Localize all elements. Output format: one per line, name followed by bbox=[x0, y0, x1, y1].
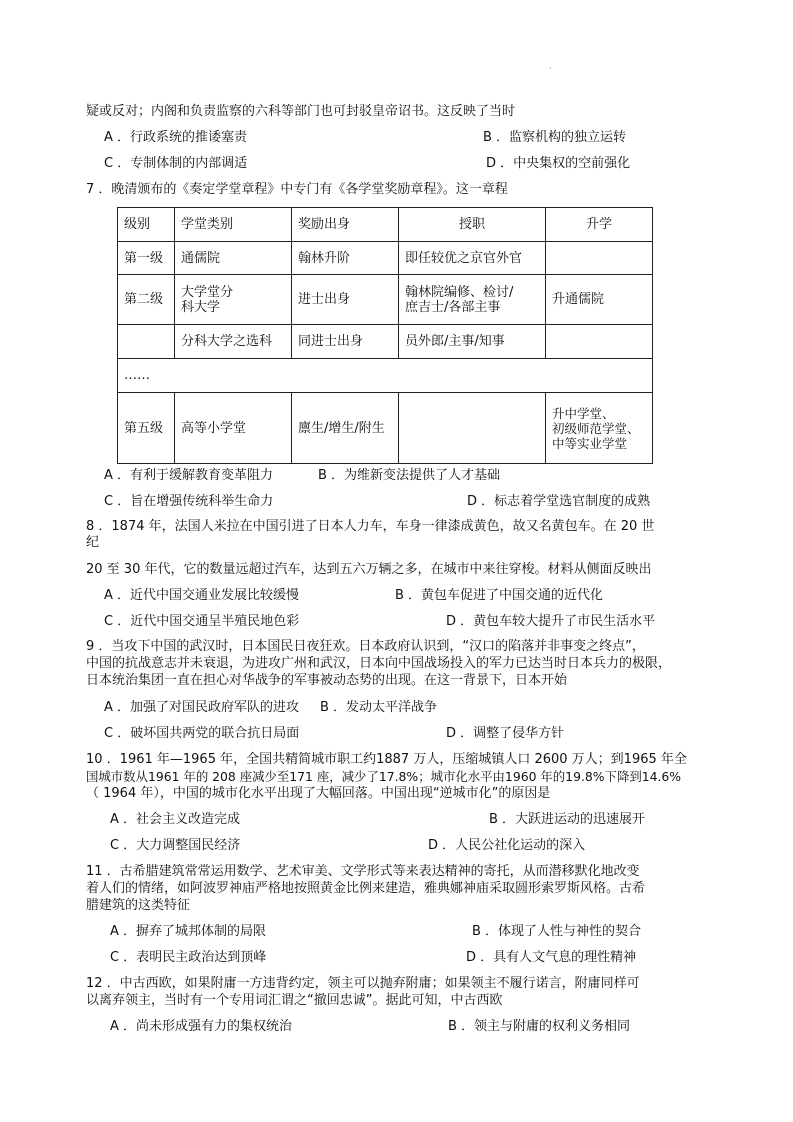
table-cell: 第二级 bbox=[118, 275, 175, 325]
q10-line-3: （ 1964 年），中国的城市化水平出现了大幅回落。中国出现“逆城市化”的原因是 bbox=[86, 786, 551, 801]
q10-option-d: D ．人民公社化运动的深入 bbox=[428, 838, 586, 853]
table-row bbox=[118, 275, 653, 325]
q9-line-3: 日本统治集团一直在担心对华战争的军事被动态势的出现。在这一背景下，日本开始 bbox=[86, 673, 568, 688]
q7-option-a: A ．有利于缓解教育变革阻力 bbox=[104, 468, 274, 483]
table-header: 奖励出身 bbox=[292, 208, 399, 242]
q8-line-2: 纪 bbox=[86, 535, 100, 550]
table-cell: 翰林升阶 bbox=[292, 242, 399, 275]
q11-option-a: A ．摒弃了城邦体制的局限 bbox=[110, 924, 267, 939]
reward-table bbox=[117, 207, 653, 464]
q11-option-c: C ．表明民主政治达到顶峰 bbox=[110, 950, 267, 965]
table-row bbox=[118, 359, 653, 393]
table-cell: 第一级 bbox=[118, 242, 175, 275]
q12-line-2: 以离弃领主，当时有一个专用词汇谓之“撤回忠诚”。据此可知，中古西欧 bbox=[86, 993, 503, 1008]
q11-line-2: 着人们的情绪，如阿波罗神庙严格地按照黄金比例来建造，雅典娜神庙采取圆形索罗斯风格。古希 bbox=[86, 881, 646, 896]
table-cell: 即任较优之京官外官 bbox=[399, 242, 546, 275]
q8-line-3: 20 至 30 年代，它的数量远超过汽车，达到五六万辆之多，在城市中来往穿梭。材料从侧面反映出 bbox=[86, 562, 652, 577]
q9-option-a: A ．加强了对国民政府军队的进攻 bbox=[104, 700, 300, 715]
q10-line-2: 国城市数从1961 年的 208 座减少至171 座，减少了17.8%；城市化水平由1960 年的19.8%下降到14.6% bbox=[86, 769, 682, 784]
table-header: 学堂类别 bbox=[175, 208, 292, 242]
q11-line-3: 腊建筑的这类特征 bbox=[86, 898, 191, 913]
table-cell bbox=[546, 242, 653, 275]
q8-option-b: B ．黄包车促进了中国交通的近代化 bbox=[395, 588, 604, 603]
q6-option-b: B ．监察机构的独立运转 bbox=[483, 130, 627, 145]
table-row bbox=[118, 242, 653, 275]
q6-stem: 疑或反对；内阁和负责监察的六科等部门也可封驳皇帝诏书。这反映了当时 bbox=[86, 104, 516, 119]
q9-option-d: D ．调整了侵华方针 bbox=[446, 726, 565, 741]
q6-option-d: D ．中央集权的空前强化 bbox=[486, 156, 631, 171]
table-row bbox=[118, 325, 653, 359]
table-cell: 廪生/增生/附生 bbox=[292, 393, 399, 464]
header-mark: · bbox=[549, 64, 552, 73]
q12-option-b: B ．领主与附庸的权利义务相同 bbox=[448, 1019, 631, 1034]
q9-line-2: 中国的抗战意志并未衰退，为进攻广州和武汉，日本向中国战场投入的军力已达当时日本兵力的极限， bbox=[86, 656, 672, 671]
q10-option-a: A ．社会主义改造完成 bbox=[110, 812, 241, 827]
table-cell: 第五级 bbox=[118, 393, 175, 464]
table-header: 升学 bbox=[546, 208, 653, 242]
q11-option-b: B ．体现了人性与神性的契合 bbox=[472, 924, 642, 939]
q8-option-a: A ．近代中国交通业发展比较缓慢 bbox=[104, 588, 300, 603]
q10-option-b: B ．大跃进运动的迅速展开 bbox=[489, 812, 646, 827]
table-cell: 升通儒院 bbox=[546, 275, 653, 325]
q10-line-1: 10 ．1961 年—1965 年，全国共精简城市职工约1887 万人，压缩城镇人口 2600 万人；到1965 年全 bbox=[86, 752, 687, 767]
table-cell: 分科大学之选科 bbox=[175, 325, 292, 359]
table-row bbox=[118, 393, 653, 464]
q12-line-1: 12 ．中古西欧，如果附庸一方违背约定，领主可以抛弃附庸；如果领主不履行诺言，附庸同样可 bbox=[86, 976, 640, 991]
table-cell-ellipsis: …… bbox=[118, 359, 653, 393]
q10-option-c: C ．大力调整国民经济 bbox=[110, 838, 241, 853]
q12-option-a: A ．尚未形成强有力的集权统治 bbox=[110, 1019, 293, 1034]
q7-stem: 7 ．晚清颁布的《奏定学堂章程》中专门有《各学堂奖励章程》。这一章程 bbox=[86, 182, 508, 197]
table-cell: 员外郎/主事/知事 bbox=[399, 325, 546, 359]
q8-option-d: D ．黄包车较大提升了市民生活水平 bbox=[446, 614, 656, 629]
table-cell: 大学堂分 科大学 bbox=[175, 275, 292, 325]
table-cell: 升中学堂、 初级师范学堂、 中等实业学堂 bbox=[546, 393, 653, 464]
table-cell bbox=[399, 393, 546, 464]
q7-option-b: B ．为维新变法提供了人才基础 bbox=[318, 468, 501, 483]
table-cell: 高等小学堂 bbox=[175, 393, 292, 464]
table-cell bbox=[546, 325, 653, 359]
q6-option-a: A ．行政系统的推诿塞责 bbox=[104, 130, 248, 145]
q7-option-d: D ．标志着学堂选官制度的成熟 bbox=[467, 494, 651, 509]
q9-option-c: C ．破坏国共两党的联合抗日局面 bbox=[104, 726, 300, 741]
q7-option-c: C ．旨在增强传统科举生命力 bbox=[104, 494, 274, 509]
q9-option-b: B ．发动太平洋战争 bbox=[320, 700, 438, 715]
table-cell bbox=[118, 325, 175, 359]
table-header: 级别 bbox=[118, 208, 175, 242]
q11-line-1: 11 ．古希腊建筑常常运用数学、艺术审美、文学形式等来表达精神的寄托，从而潜移默化地改变 bbox=[86, 864, 640, 879]
table-cell: 通儒院 bbox=[175, 242, 292, 275]
q9-line-1: 9 ．当攻下中国的武汉时，日本国民日夜狂欢。日本政府认识到，“汉口的陷落并非事变之终点”， bbox=[86, 639, 645, 654]
q6-option-c: C ．专制体制的内部调适 bbox=[104, 156, 248, 171]
table-cell: 翰林院编修、检讨/ 庶吉士/各部主事 bbox=[399, 275, 546, 325]
q11-option-d: D ．具有人文气息的理性精神 bbox=[466, 950, 637, 965]
table-cell: 同进士出身 bbox=[292, 325, 399, 359]
q8-option-c: C ．近代中国交通呈半殖民地色彩 bbox=[104, 614, 300, 629]
table-cell: 进士出身 bbox=[292, 275, 399, 325]
table-header: 授职 bbox=[399, 208, 546, 242]
q8-line-1: 8 ．1874 年，法国人米拉在中国引进了日本人力车，车身一律漆成黄色，故又名黄包车。在 20 世 bbox=[86, 519, 655, 534]
